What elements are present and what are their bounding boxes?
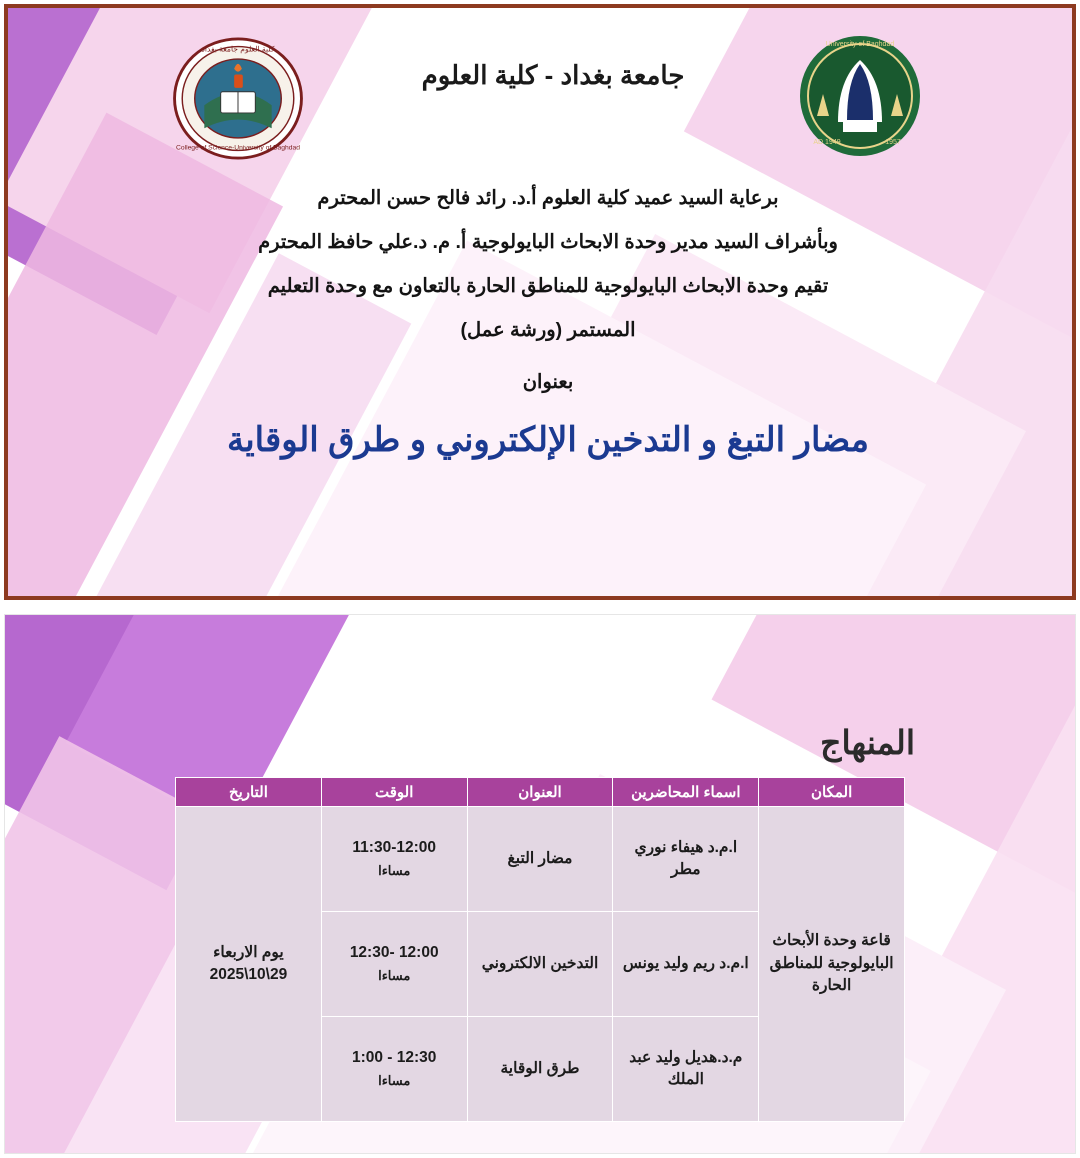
- top-slide: [4, 4, 1076, 600]
- svg-text:University of Baghdad: University of Baghdad: [825, 41, 895, 48]
- cell-title: مضار التبغ: [467, 807, 613, 912]
- cell-lecturer: ا.م.د هيفاء نوري مطر: [613, 807, 759, 912]
- cell-date: يوم الاربعاء 29\10\2025: [176, 807, 322, 1122]
- cell-title: طرق الوقاية: [467, 1017, 613, 1122]
- cell-title: التدخين الالكتروني: [467, 912, 613, 1017]
- cell-lecturer: ا.م.د ريم وليد يونس: [613, 912, 759, 1017]
- intro-line: وبأشراف السيد مدير وحدة الابحاث البايولوجية أ. م. د.علي حافظ المحترم: [258, 231, 838, 253]
- intro-line: تقيم وحدة الابحاث البايولوجية للمناطق الحارة بالتعاون مع وحدة التعليم: [267, 275, 829, 297]
- svg-text:1957: 1957: [885, 139, 901, 146]
- svg-text:College of Science-University: College of Science-University of Baghdad: [176, 144, 300, 152]
- intro-paragraph: [118, 176, 978, 352]
- table-row: [176, 807, 905, 912]
- time-period: مساءا: [378, 862, 411, 878]
- subject-label: بعنوان: [522, 371, 574, 393]
- svg-text:كلية العلوم جامعة بغداد: كلية العلوم جامعة بغداد: [201, 44, 275, 54]
- schedule-table: [175, 777, 905, 1122]
- bottom-slide-content: [5, 615, 1075, 1153]
- intro-line: المستمر (ورشة عمل): [460, 319, 636, 341]
- time-period: مساءا: [378, 1072, 411, 1088]
- cell-time: [321, 1017, 467, 1122]
- bottom-slide: [4, 614, 1076, 1154]
- column-header-place: المكان: [759, 778, 905, 807]
- cell-time: [321, 912, 467, 1017]
- cell-lecturer: م.د.هديل وليد عبد الملك: [613, 1017, 759, 1122]
- curriculum-heading: المنهاج: [820, 724, 915, 761]
- college-of-science-logo: [168, 36, 308, 161]
- time-value: 12:00 -12:30: [349, 944, 439, 962]
- column-header-lecturers: اسماء المحاضرين: [613, 778, 759, 807]
- svg-text:1949 AD: 1949 AD: [813, 139, 841, 146]
- column-header-time: الوقت: [321, 778, 467, 807]
- table-header-row: [176, 778, 905, 807]
- cell-place: قاعة وحدة الأبحاث البايولوجية للمناطق الحارة: [759, 807, 905, 1122]
- time-value: 12:30 - 1:00: [351, 1049, 437, 1067]
- column-header-title: العنوان: [467, 778, 613, 807]
- university-of-baghdad-logo: [793, 34, 928, 159]
- workshop-title: مضار التبغ و التدخين الإلكتروني و طرق الوقاية: [226, 421, 869, 459]
- column-header-date: التاريخ: [176, 778, 322, 807]
- top-slide-content: [8, 8, 1072, 596]
- time-period: مساءا: [378, 967, 411, 983]
- intro-line: برعاية السيد عميد كلية العلوم أ.د. رائد فالح حسن المحترم: [317, 187, 779, 209]
- page-title: جامعة بغداد - كلية العلوم: [421, 60, 685, 90]
- time-value: 11:30-12:00: [352, 839, 436, 857]
- cell-time: [321, 807, 467, 912]
